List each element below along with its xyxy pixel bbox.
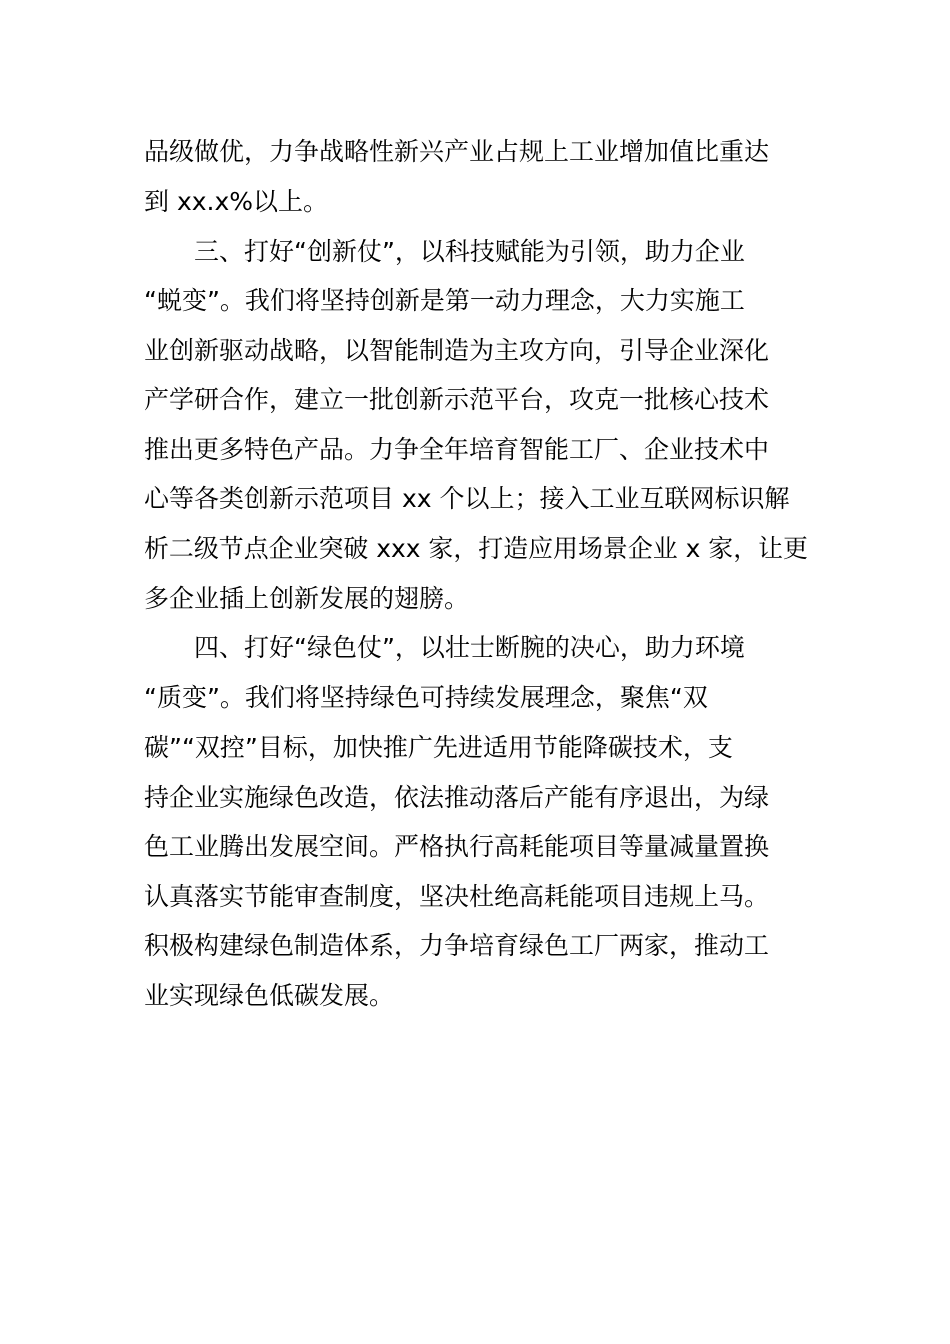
text-line: 析二级节点企业突破 xxx 家，打造应用场景企业 x 家，让更	[144, 534, 808, 563]
text-line: 业实现绿色低碳发展。	[144, 981, 395, 1010]
text-line: 积极构建绿色制造体系，力争培育绿色工厂两家，推动工	[144, 931, 770, 960]
text-line: 碳”“双控”目标，加快推广先进适用节能降碳技术，支	[144, 733, 733, 762]
text-line: 色工业腾出发展空间。严格执行高耗能项目等量减量置换	[144, 832, 770, 861]
text-line: 多企业插上创新发展的翅膀。	[144, 584, 470, 613]
text-line: 推出更多特色产品。力争全年培育智能工厂、企业技术中	[144, 435, 770, 464]
text-line: 产学研合作，建立一批创新示范平台，攻克一批核心技术	[144, 385, 770, 414]
text-line: 业创新驱动战略，以智能制造为主攻方向，引导企业深化	[144, 336, 770, 365]
text-line: 到 xx.x%以上。	[144, 187, 329, 216]
text-line: 持企业实施绿色改造，依法推动落后产能有序退出，为绿	[144, 783, 770, 812]
text-line: “蜕变”。我们将坚持创新是第一动力理念，大力实施工	[144, 286, 745, 315]
text-line: “质变”。我们将坚持绿色可持续发展理念，聚焦“双	[144, 683, 708, 712]
section-three-heading: 三、打好“创新仗”，以科技赋能为引领，助力企业	[194, 237, 745, 266]
section-four-heading: 四、打好“绿色仗”，以壮士断腕的决心，助力环境	[194, 633, 745, 662]
text-line: 品级做优，力争战略性新兴产业占规上工业增加值比重达	[144, 137, 770, 166]
text-line: 认真落实节能审查制度，坚决杜绝高耗能项目违规上马。	[144, 882, 770, 911]
text-line: 心等各类创新示范项目 xx 个以上；接入工业互联网标识解	[144, 484, 790, 513]
